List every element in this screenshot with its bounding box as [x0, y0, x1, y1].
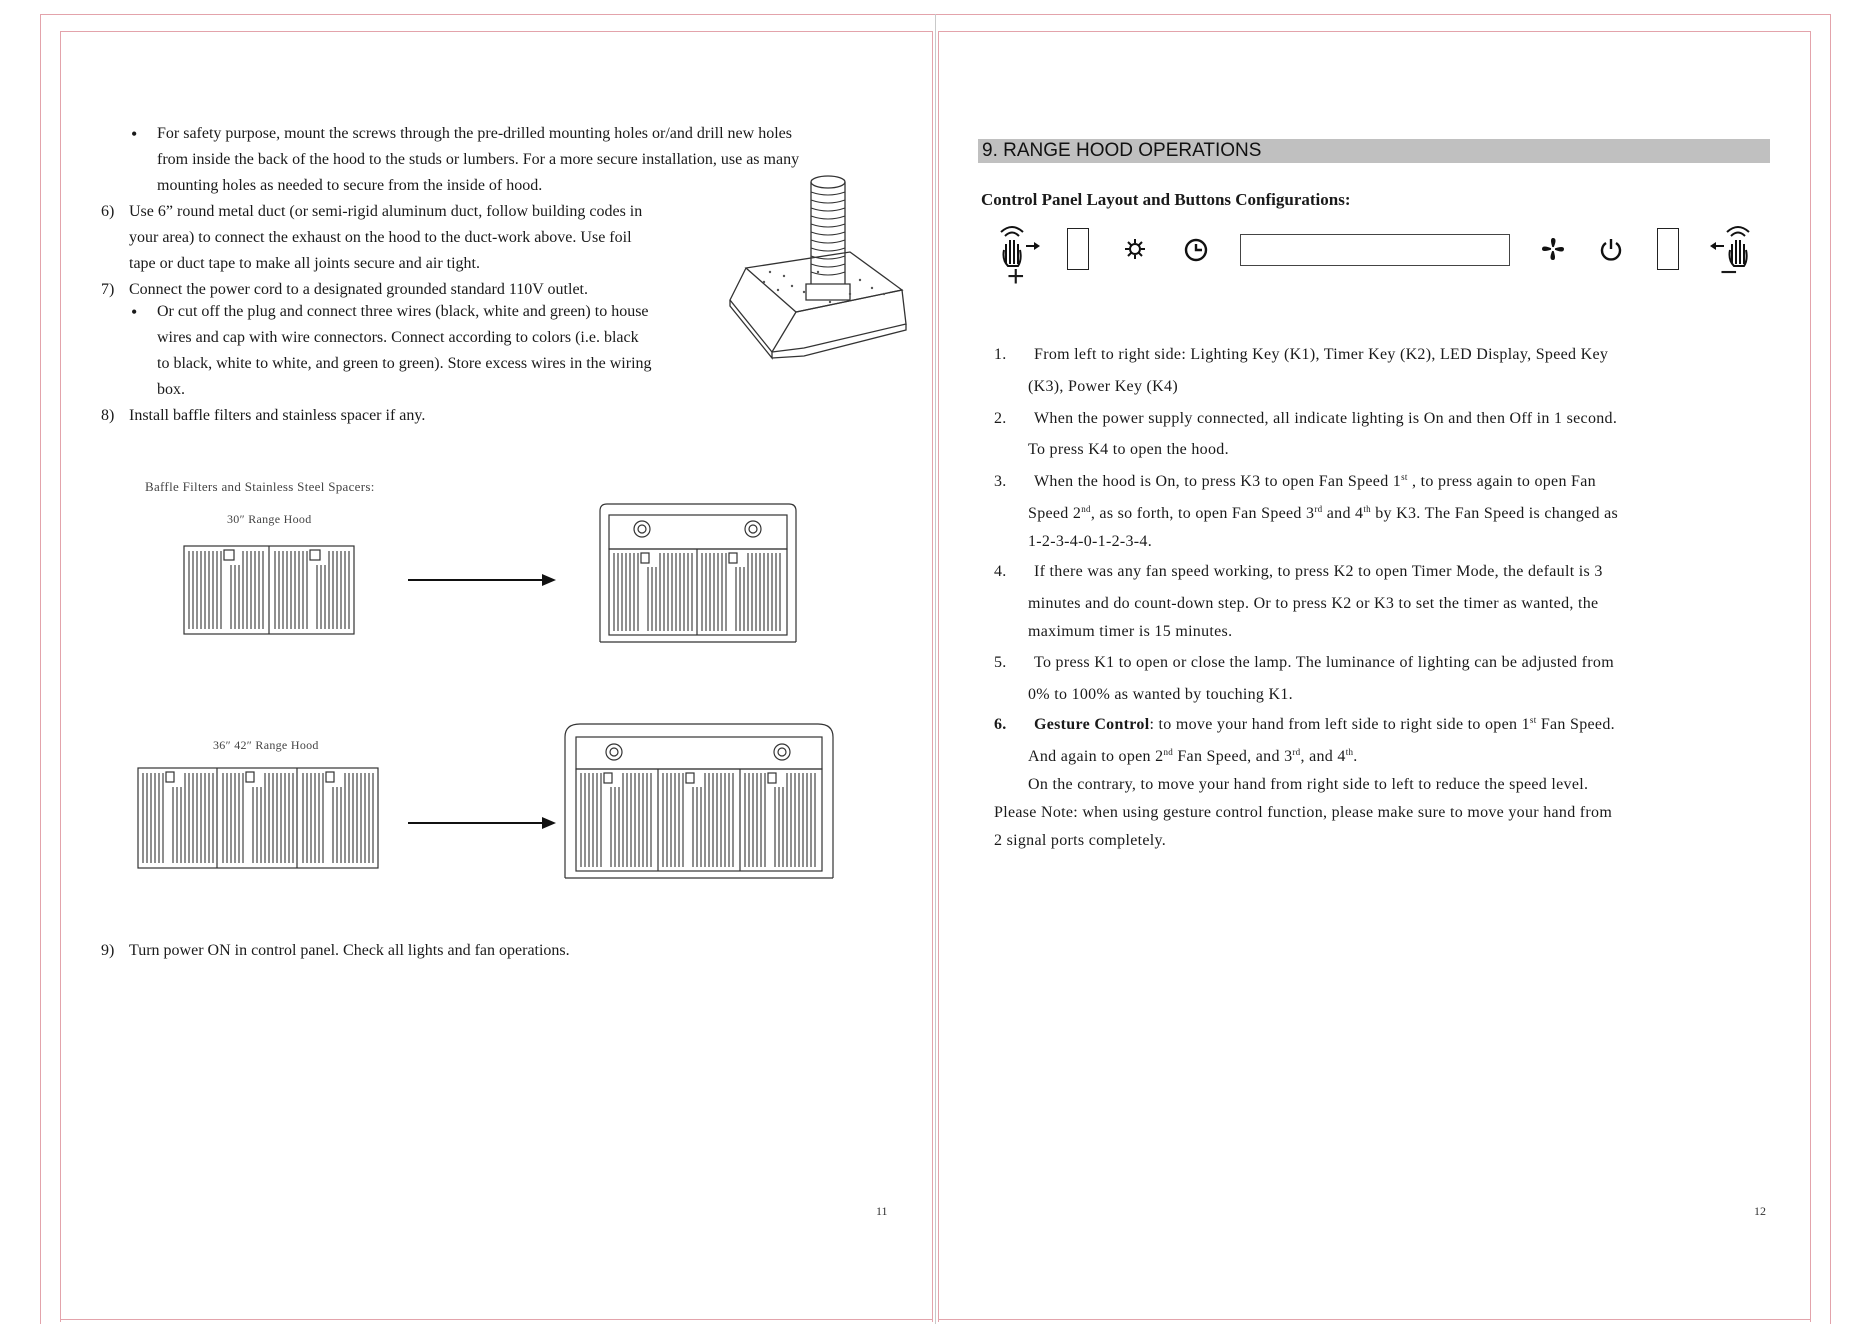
- left-page-border-bottom: [60, 1319, 933, 1320]
- left-page-border-top: [60, 31, 933, 32]
- label-36-42-range-hood: 36″ 42″ Range Hood: [213, 738, 319, 752]
- bullet-wires-line-1: • Or cut off the plug and connect three wires (black, white and green) to house: [157, 299, 649, 325]
- figure-caption: Baffle Filters and Stainless Steel Spacers:: [145, 479, 375, 494]
- plus-sign: +: [1007, 260, 1025, 293]
- step-7-line: Connect the power cord to a designated grounded standard 110V outlet.: [129, 281, 588, 298]
- step-8-line: Install baffle filters and stainless spacer if any.: [129, 407, 426, 424]
- bullet-safety-line-3: mounting holes as needed to secure from the inside of hood.: [157, 177, 543, 194]
- page-number-left: 11: [876, 1204, 888, 1218]
- step-6-line-2: your area) to connect the exhaust on the hood to the duct-work above. Use foil: [129, 229, 632, 246]
- outer-border-right: [1830, 14, 1831, 1324]
- range-hood-30-underside: [599, 503, 797, 643]
- slider-left-indicator: [1067, 228, 1089, 270]
- range-hood-duct-illustration: [700, 172, 910, 404]
- step-6-line-3: tape or duct tape to make all joints secure and air tight.: [129, 255, 480, 272]
- speed-key-fan-icon[interactable]: [1540, 236, 1566, 262]
- left-page-border-left: [60, 31, 61, 1322]
- right-page-border-left: [938, 31, 939, 1322]
- step-7-number: 7): [101, 281, 115, 298]
- label-30-range-hood: 30″ Range Hood: [227, 512, 312, 526]
- right-page-border-bottom: [938, 1319, 1811, 1320]
- lighting-key-icon[interactable]: [1124, 238, 1146, 260]
- baffle-filters-36-42: [137, 767, 379, 869]
- step-6-number: 6): [101, 203, 115, 220]
- right-page-border-top: [938, 31, 1811, 32]
- timer-key-icon[interactable]: [1183, 237, 1209, 263]
- outer-border-left: [40, 14, 41, 1324]
- right-page-border-right: [1810, 31, 1811, 1322]
- section-title-bar: 9. RANGE HOOD OPERATIONS: [978, 139, 1770, 163]
- power-key-icon[interactable]: [1598, 236, 1624, 262]
- bullet-safety-line-2: from inside the back of the hood to the studs or lumbers. For a more secure installation, use as many: [157, 151, 800, 168]
- arrow-36-42-to-hood: [408, 815, 556, 831]
- range-hood-36-42-underside: [564, 723, 834, 879]
- step-9-number: 9): [101, 942, 115, 959]
- step-6-line-1: Use 6” round metal duct (or semi-rigid aluminum duct, follow building codes in: [129, 203, 643, 220]
- arrow-30-to-hood: [408, 572, 556, 588]
- bullet-wires-line-4: box.: [157, 381, 185, 398]
- minus-sign: −: [1720, 256, 1738, 289]
- slider-right-indicator: [1657, 228, 1679, 270]
- page-gutter: [935, 14, 936, 1324]
- page-number-right: 12: [1754, 1204, 1766, 1218]
- led-display: [1240, 234, 1510, 266]
- step-8-number: 8): [101, 407, 115, 424]
- bullet-wires-line-3: to black, white to white, and green to green). Store excess wires in the wiring: [157, 355, 652, 372]
- bullet-wires-line-2: wires and cap with wire connectors. Connect according to colors (i.e. black: [157, 329, 639, 346]
- control-panel-subheading: Control Panel Layout and Buttons Configurations:: [981, 190, 1351, 209]
- step-9-line: Turn power ON in control panel. Check all lights and fan operations.: [129, 942, 570, 959]
- bullet-safety-line-1: • For safety purpose, mount the screws through the pre-drilled mounting holes or/and drill new holes: [157, 121, 792, 147]
- left-page-border-right: [932, 31, 933, 1322]
- baffle-filters-30: [183, 545, 355, 635]
